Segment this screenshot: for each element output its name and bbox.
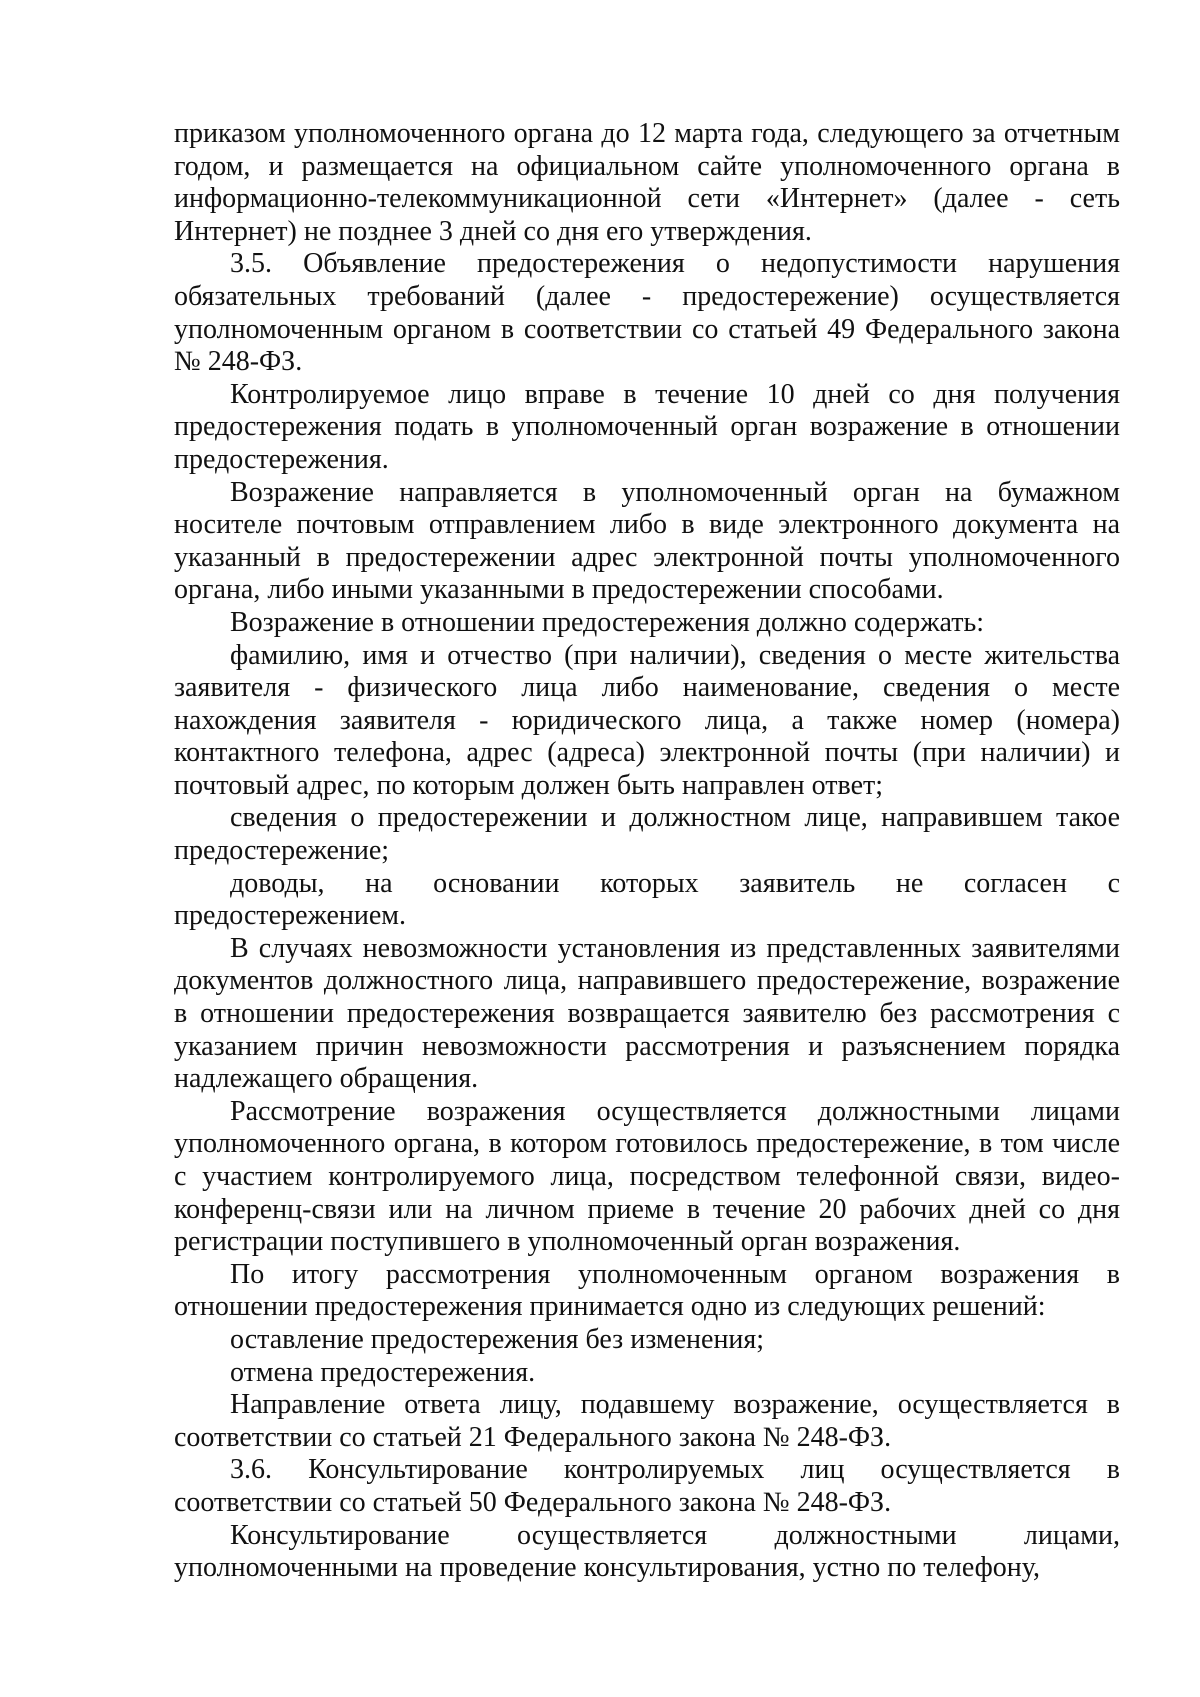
document-body — [174, 118, 1120, 1585]
list-item-applicant-info: фамилию, имя и отчество (при наличии), сведения о месте жительства заявителя - физического лица либо наименование, сведения о месте нахождения заявителя - юридического лица, а также номер (номера) контактного телефона, адрес (адреса) электронной почты (при наличии) и почтовый адрес, по которым должен быть направлен ответ; — [174, 639, 1120, 801]
list-item-warning-info: сведения о предостережении и должностном лице, направившем такое предостережение; — [174, 802, 1120, 867]
list-item-arguments: доводы, на основании которых заявитель не согласен с предостережением. — [174, 867, 1120, 932]
paragraph-objection-delivery: Возражение направляется в уполномоченный орган на бумажном носителе почтовым отправлением либо в виде электронного документа на указанный в предостережении адрес электронной почты уполномоченного органа, либо иными указанными в предостережении способами. — [174, 476, 1120, 606]
list-item-keep-warning: оставление предостережения без изменения; — [230, 1323, 765, 1355]
list-item-cancel-warning: отмена предостережения. — [230, 1356, 536, 1388]
paragraph-review-result: По итогу рассмотрения уполномоченным органом возражения в отношении предостережения принимается одно из следующих решений: — [174, 1258, 1120, 1323]
paragraph-objection-content: Возражение в отношении предостережения должно содержать: — [230, 606, 985, 638]
paragraph-objection-review: Рассмотрение возражения осуществляется должностными лицами уполномоченного органа, в котором готовилось предостережение, в том числе с участием контролируемого лица, посредством телефонной связи, видео-конференц-связи или на личном приеме в течение 20 рабочих дней со дня регистрации поступившего в уполномоченный орган возражения. — [174, 1095, 1120, 1258]
paragraph-answer-direction: Направление ответа лицу, подавшему возражение, осуществляется в соответствии со статьей 21 Федерального закона № 248-ФЗ. — [174, 1389, 1120, 1453]
paragraph-consulting: Консультирование осуществляется должностными лицами, уполномоченными на проведение консультирования, устно по телефону, — [174, 1519, 1120, 1584]
paragraph-3-5: 3.5. Объявление предостережения о недопустимости нарушения обязательных требований (далее - предостережение) осуществляется уполномоченным органом в соответствии со статьей 49 Федерального закона № 248-ФЗ. — [174, 248, 1120, 378]
paragraph-3-6: 3.6. Консультирование контролируемых лиц осуществляется в соответствии со статьей 50 Федерального закона № 248-ФЗ. — [174, 1454, 1120, 1518]
paragraph-continuation: приказом уполномоченного органа до 12 марта года, следующего за отчетным годом, и размещается на официальном сайте уполномоченного органа в информационно-телекоммуникационной сети «Интернет» (далее - сеть Интернет) не позднее 3 дней со дня его утверждения. — [174, 118, 1120, 247]
paragraph-objection-right: Контролируемое лицо вправе в течение 10 дней со дня получения предостережения подать в уполномоченный орган возражение в отношении предостережения. — [174, 378, 1120, 475]
paragraph-return-objection: В случаях невозможности установления из представленных заявителями документов должностного лица, направившего предостережение, возражение в отношении предостережения возвращается заявителю без рассмотрения с указанием причин невозможности рассмотрения и разъяснением порядка надлежащего обращения. — [174, 932, 1120, 1095]
